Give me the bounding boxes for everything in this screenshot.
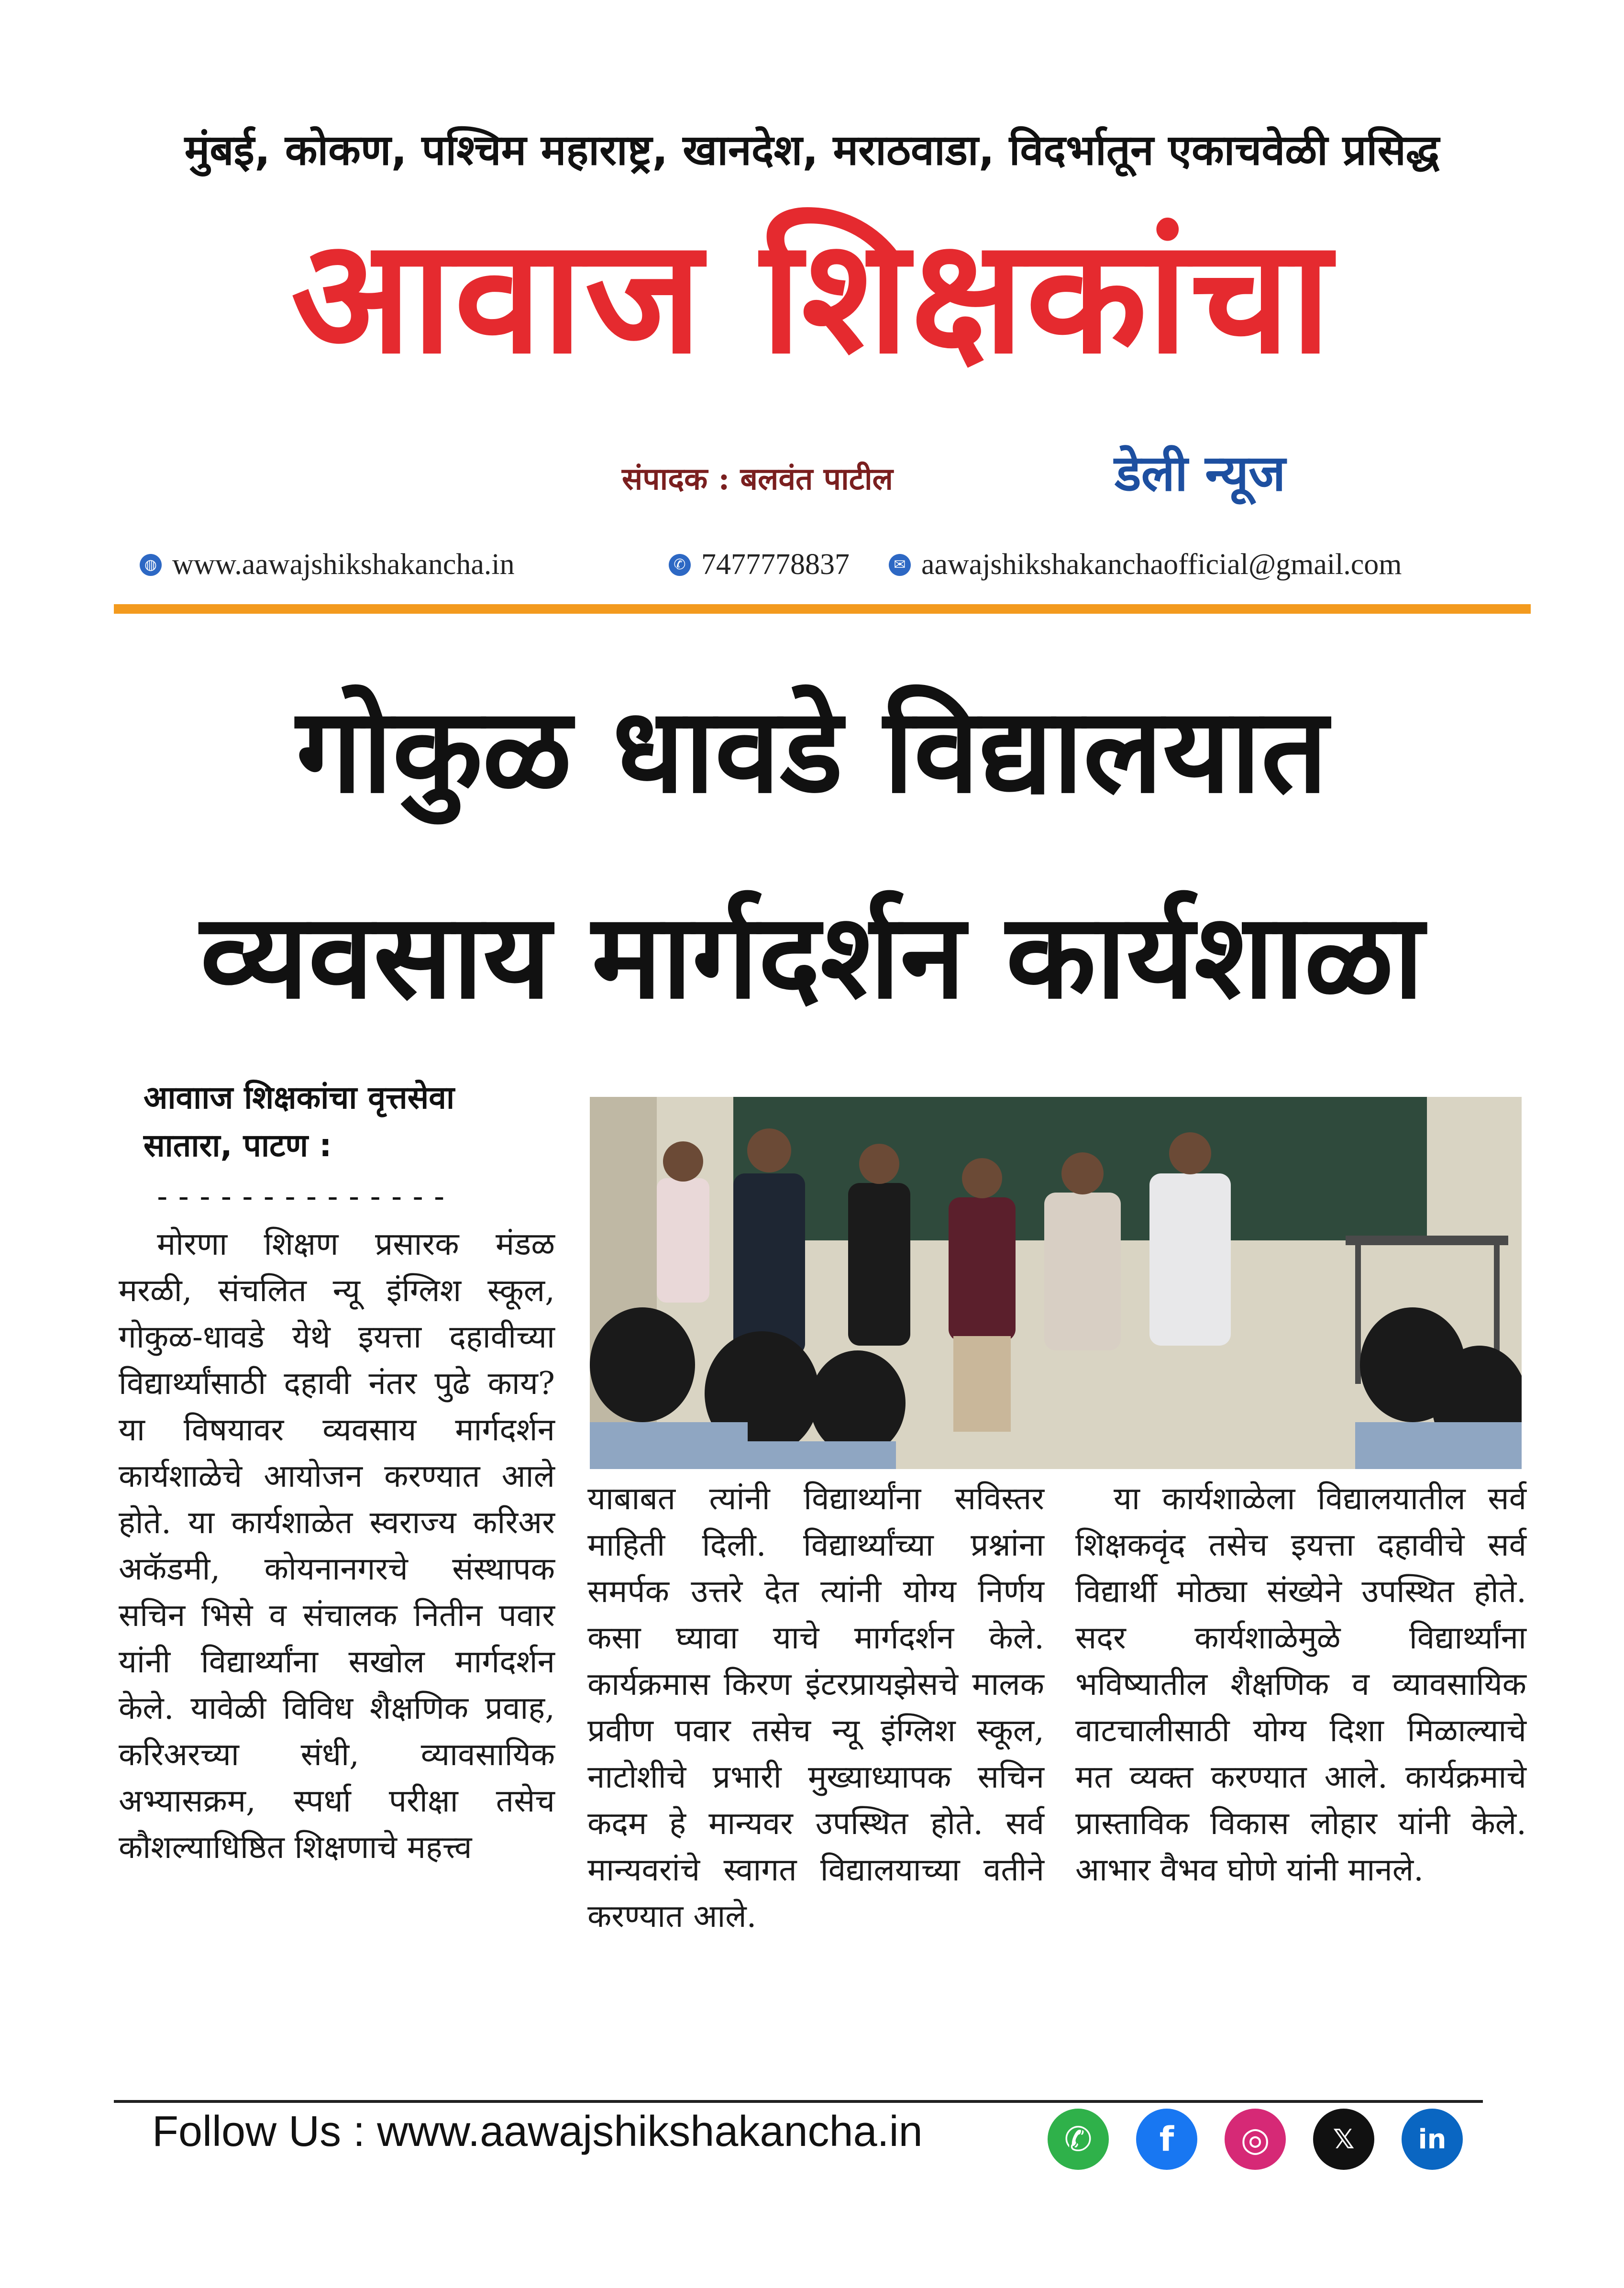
phone-text: 7477778837: [701, 548, 850, 581]
byline: आवााज शिक्षकांचा वृत्तसेवा: [144, 1079, 455, 1116]
daily-news-label: डेली न्यूज: [1115, 444, 1286, 502]
column-1-text: मोरणा शिक्षण प्रसारक मंडळ मरळी, संचलित न्यू इंग्लिश स्कूल, गोकुळ-धावडे येथे इयत्ता दहावीच्या विद्यार्थ्यांसाठी दहावी नंतर पुढे काय? या विषयावर व्यवसाय मार्गदर्शन कार्यशाळेचे आयोजन करण्यात आले होते. या कार्यशाळेत स्वराज्य करिअर अकॅडमी, कोयनानगरचे संस्थापक सचिन भिसे व संचालक नितीन पवार यांनी विद्यार्थ्यांना सखोल मार्गदर्शन केले. यावेळी विविध शैक्षणिक प्रवाह, करिअरच्या संधी, व्यावसायिक अभ्यासक्रम, स्पर्धा परीक्षा तसेच कौशल्याधिष्ठित शिक्षणाचे महत्त्व: [119, 1226, 555, 1866]
x-icon[interactable]: 𝕏: [1313, 2109, 1374, 2170]
website-text: www.aawajshikshakancha.in: [172, 548, 515, 581]
mail-icon: ✉: [889, 554, 911, 576]
place: सातारा, पाटण :: [144, 1127, 332, 1164]
column-2-text: याबाबत त्यांनी विद्यार्थ्यांना सविस्तर माहिती दिली. विद्यार्थ्यांच्या प्रश्नांना समर्पक उत्तरे देत त्यांनी योग्य निर्णय कसा घ्यावा याचे मार्गदर्शन केले. कार्यक्रमास किरण इंटरप्रायझेसचे मालक प्रवीण पवार तसेच न्यू इंग्लिश स्कूल, नाटोशीचे प्रभारी मुख्याध्यापक सचिन कदम हे मान्यवर उपस्थित होते. सर्व मान्यवरांचे स्वागत विद्यालयाच्या वतीने करण्यात आले.: [587, 1481, 1044, 1934]
whatsapp-icon[interactable]: ✆: [1048, 2109, 1109, 2170]
separator: --------------: [153, 1179, 452, 1215]
website-contact[interactable]: [140, 548, 515, 582]
instagram-icon[interactable]: ◎: [1225, 2109, 1286, 2170]
email-contact[interactable]: [889, 548, 1402, 582]
article-column-1: [119, 1221, 555, 1871]
linkedin-icon[interactable]: in: [1402, 2109, 1463, 2170]
globe-icon: ◍: [140, 554, 162, 576]
header-divider: [114, 604, 1531, 614]
column-3-text: या कार्यशाळेला विद्यालयातील सर्व शिक्षकवृंद तसेच इयत्ता दहावीचे सर्व विद्यार्थी मोठ्या संख्येने उपस्थित होते. सदर कार्यशाळेमुळे विद्यार्थ्यांना भविष्यातील शैक्षणिक व व्यावसायिक वाटचालीसाठी योग्य दिशा मिळाल्याचे मत व्यक्त करण्यात आले. कार्यक्रमाचे प्रास्ताविक विकास लोहार यांनी केले. आभार वैभव घोणे यांनी मानले.: [1075, 1481, 1526, 1888]
article-column-3: [1075, 1476, 1526, 1893]
dateline: [144, 1074, 454, 1170]
headline-line-1: गोकुळ धावडे विद्यालयात: [296, 683, 1328, 819]
follow-us-text[interactable]: Follow Us : www.aawajshikshakancha.in: [152, 2108, 923, 2155]
classroom-photo-illustration: [590, 1097, 1522, 1469]
phone-contact[interactable]: [669, 548, 850, 582]
tagline: मुंबई, कोकण, पश्चिम महाराष्ट्र, खानदेश, मराठवाडा, विदर्भातून एकाचवेळी प्रसिद्ध: [184, 125, 1440, 175]
phone-icon: ✆: [669, 554, 691, 576]
editor-credit: संपादक : बलवंत पाटील: [622, 461, 893, 497]
article-column-2: [587, 1476, 1044, 1940]
email-text: aawajshikshakanchaofficial@gmail.com: [921, 548, 1402, 581]
facebook-icon[interactable]: f: [1136, 2109, 1197, 2170]
footer-divider: [114, 2100, 1483, 2103]
article-photo: [590, 1097, 1522, 1469]
masthead-title: आवाज शिक्षकांचा: [291, 205, 1333, 388]
headline-line-2: व्यवसाय मार्गदर्शन कार्यशाळा: [200, 888, 1424, 1025]
